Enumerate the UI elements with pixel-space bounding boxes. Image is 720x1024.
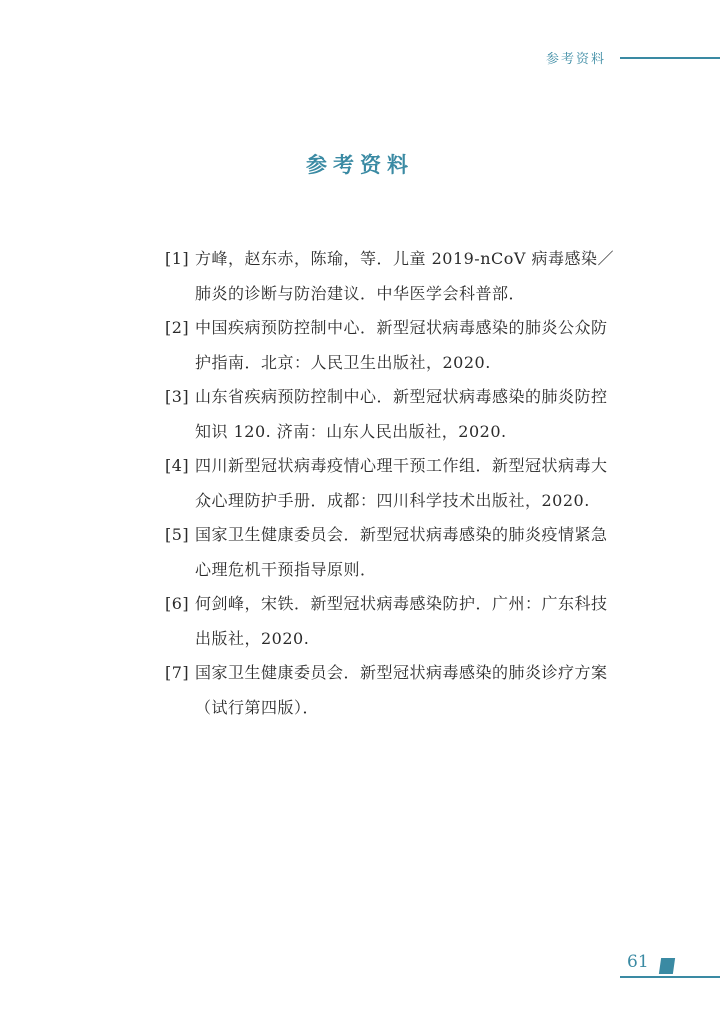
reference-text: 国家卫生健康委员会．新型冠状病毒感染的肺炎疫情紧急心理危机干预指导原则．: [195, 525, 608, 579]
page-title: 参考资料: [306, 153, 414, 178]
page-number: 61: [627, 952, 649, 972]
reference-item: [165, 311, 615, 380]
reference-item: [165, 449, 615, 518]
reference-number: [4]: [165, 456, 190, 475]
reference-number: [6]: [165, 594, 190, 613]
header-rule: [620, 57, 720, 59]
reference-number: [5]: [165, 525, 190, 544]
running-header: 参考资料: [546, 52, 607, 67]
reference-item: [165, 242, 615, 311]
reference-text: 四川新型冠状病毒疫情心理干预工作组．新型冠状病毒大众心理防护手册．成都：四川科学技术出版社，2020.: [195, 456, 608, 510]
reference-item: [165, 656, 615, 725]
footer-rule: [620, 976, 720, 978]
reference-item: [165, 380, 615, 449]
reference-number: [2]: [165, 318, 190, 337]
reference-text: 中国疾病预防控制中心．新型冠状病毒感染的肺炎公众防护指南．北京：人民卫生出版社，2020.: [195, 318, 608, 372]
page-corner-tab: [659, 958, 675, 974]
reference-item: [165, 587, 615, 656]
reference-text: 方峰，赵东赤，陈瑜，等．儿童 2019-nCoV 病毒感染／肺炎的诊断与防治建议．中华医学会科普部．: [195, 249, 615, 303]
reference-text: 山东省疾病预防控制中心．新型冠状病毒感染的肺炎防控知识 120. 济南：山东人民出版社，2020.: [195, 387, 608, 441]
reference-number: [1]: [165, 249, 190, 268]
reference-number: [3]: [165, 387, 190, 406]
reference-text: 何剑峰，宋铁．新型冠状病毒感染防护．广州：广东科技出版社，2020.: [195, 594, 608, 648]
reference-list: [165, 242, 615, 725]
reference-number: [7]: [165, 663, 190, 682]
reference-item: [165, 518, 615, 587]
reference-text: 国家卫生健康委员会．新型冠状病毒感染的肺炎诊疗方案（试行第四版）．: [195, 663, 608, 717]
